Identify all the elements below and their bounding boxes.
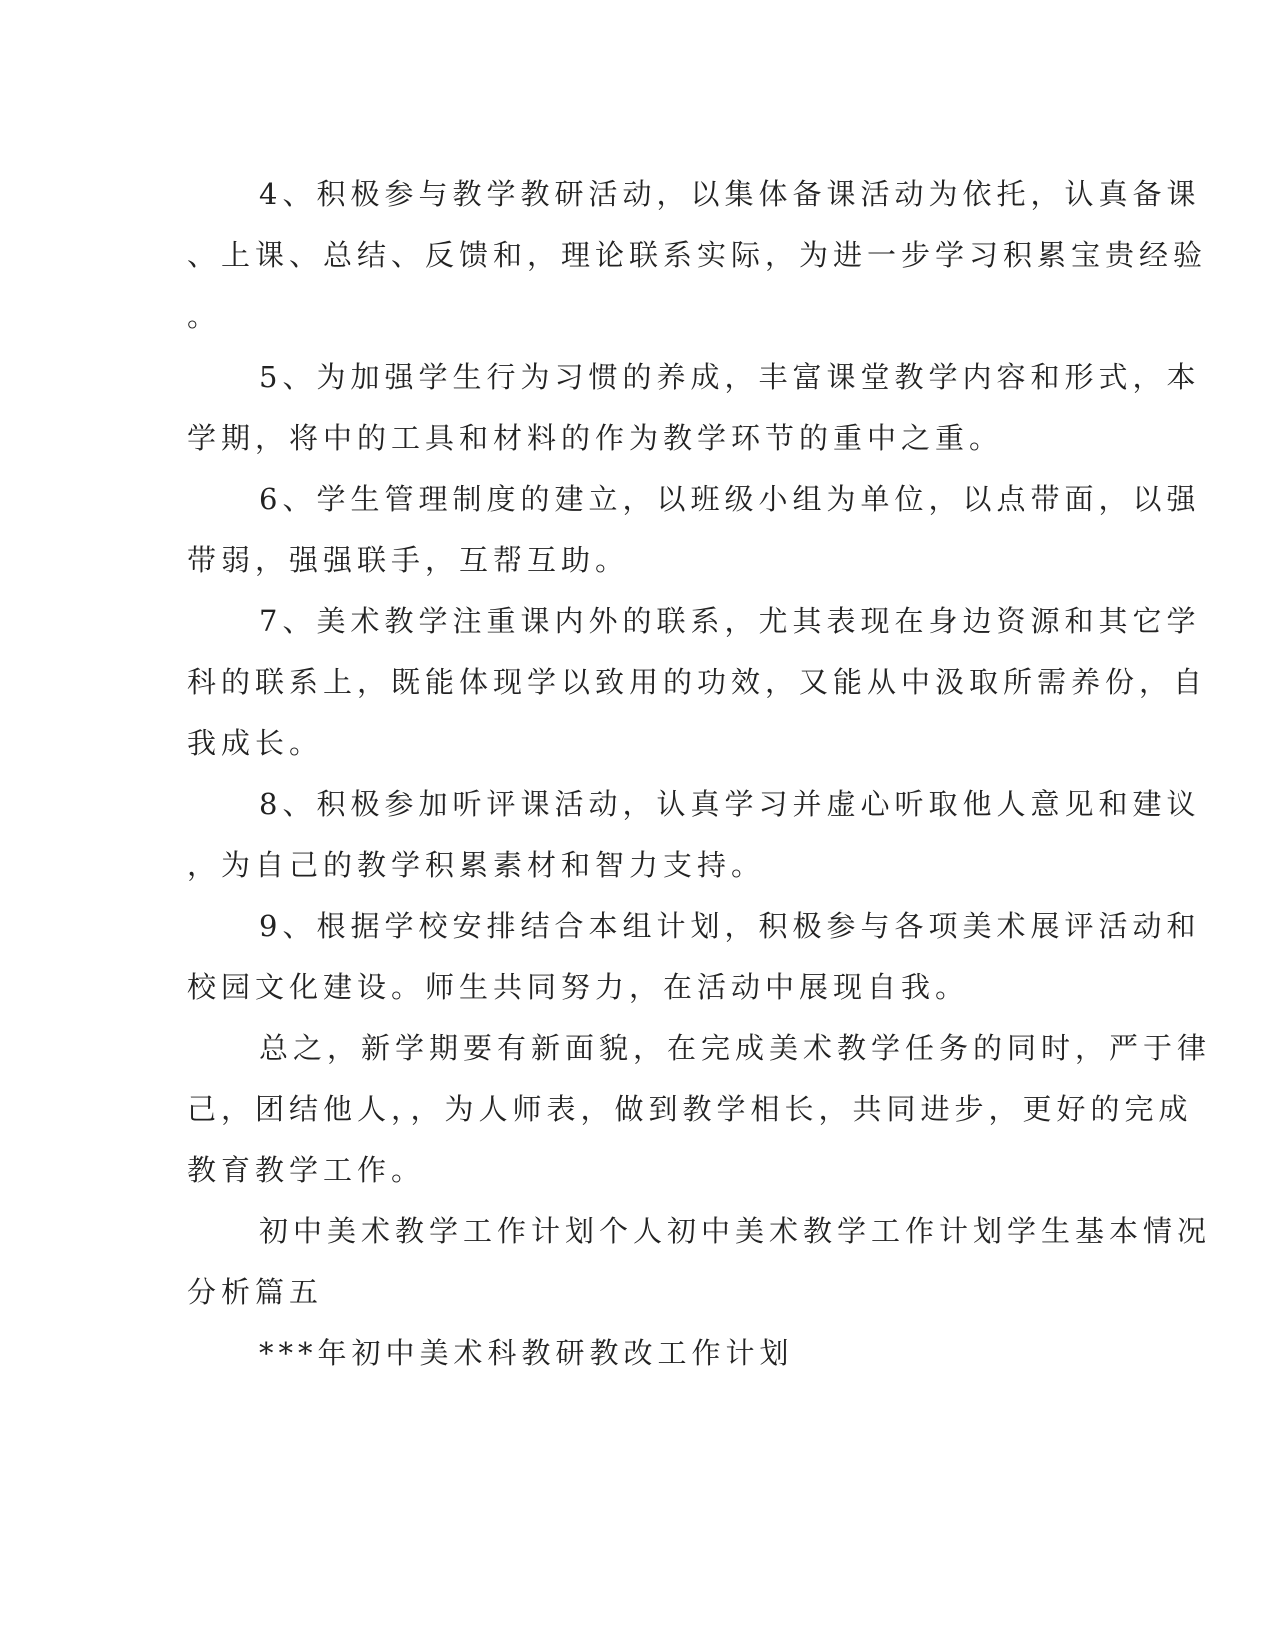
paragraph-item-7 [187, 591, 1208, 774]
text-line: 7、美术教学注重课内外的联系，尤其表现在身边资源和其它学 [259, 604, 1201, 638]
text-line: 校园文化建设。师生共同努力，在活动中展现自我。 [187, 970, 970, 1004]
text-line: 、上课、总结、反馈和，理论联系实际，为进一步学习积累宝贵经验 [187, 238, 1208, 272]
text-line: 总之，新学期要有新面貌，在完成美术教学任务的同时，严于律 [259, 1031, 1212, 1065]
paragraph-item-8 [187, 774, 1201, 896]
text-line: 4、积极参与教学教研活动，以集体备课活动为依托，认真备课 [259, 177, 1201, 211]
text-line: 带弱，强强联手，互帮互助。 [187, 543, 630, 577]
text-line: ，为自己的教学积累素材和智力支持。 [187, 848, 766, 882]
text-line: 学期，将中的工具和材料的作为教学环节的重中之重。 [187, 421, 1004, 455]
text-line: 。 [187, 299, 222, 333]
paragraph-item-6 [187, 469, 1201, 591]
document-body [187, 164, 1212, 1384]
paragraph-item-9 [187, 896, 1201, 1018]
paragraph-item-5 [187, 347, 1201, 469]
text-line: 我成长。 [187, 726, 324, 760]
text-line: 8、积极参加听评课活动，认真学习并虚心听取他人意见和建议 [259, 787, 1201, 821]
text-line: 教育教学工作。 [187, 1153, 426, 1187]
text-line: 5、为加强学生行为习惯的养成，丰富课堂教学内容和形式，本 [259, 360, 1201, 394]
text-line: 9、根据学校安排结合本组计划，积极参与各项美术展评活动和 [259, 909, 1201, 943]
text-line: 分析篇五 [187, 1275, 324, 1309]
text-line: 科的联系上，既能体现学以致用的功效，又能从中汲取所需养份，自 [187, 665, 1208, 699]
text-line: ***年初中美术科教研教改工作计划 [259, 1336, 794, 1370]
text-line: 初中美术教学工作计划个人初中美术教学工作计划学生基本情况 [259, 1214, 1212, 1248]
plan-title [187, 1323, 1067, 1384]
text-line: 己，团结他人，，为人师表，做到教学相长，共同进步，更好的完成 [187, 1092, 1193, 1126]
paragraph-summary [187, 1018, 1212, 1201]
section-heading [187, 1201, 1212, 1323]
text-line: 6、学生管理制度的建立，以班级小组为单位，以点带面，以强 [259, 482, 1201, 516]
paragraph-item-4 [187, 164, 1208, 347]
